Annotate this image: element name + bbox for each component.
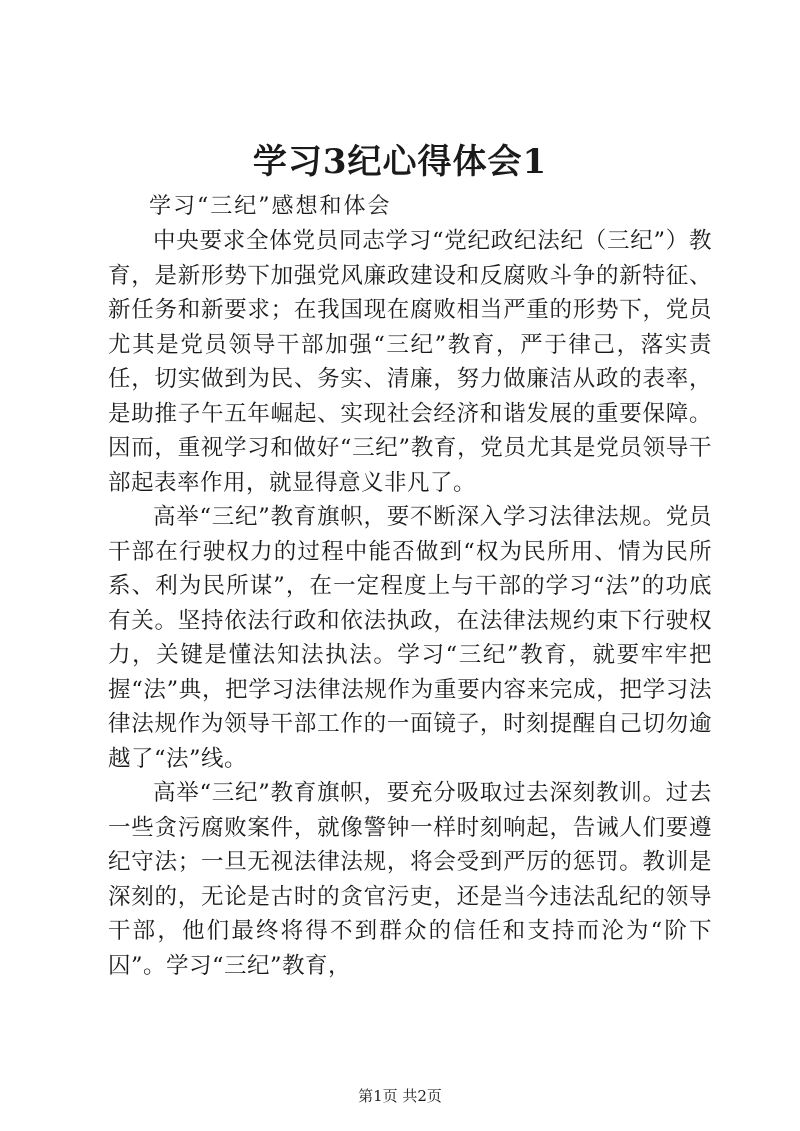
paragraph: 中央要求全体党员同志学习“党纪政纪法纪（三纪”）教育，是新形势下加强党风廉政建设和反腐败斗争的新特征、新任务和新要求；在我国现在腐败相当严重的形势下，党员尤其是党员领导干部加强“三纪”教育，严于律己，落实责任，切实做到为民、务实、清廉，努力做廉洁从政的表率，是助推子午五年崛起、实现社会经济和谐发展的重要保障。因而，重视学习和做好“三纪”教育，党员尤其是党员领导干部起表率作用，就显得意义非凡了。 <box>108 228 712 496</box>
paragraph: 高举“三纪”教育旗帜，要充分吸取过去深刻教训。过去一些贪污腐败案件，就像警钟一样时刻响起，告诫人们要遵纪守法；一旦无视法律法规，将会受到严厉的惩罚。教训是深刻的，无论是古时的贪官污吏，还是当今违法乱纪的领导干部，他们最终将得不到群众的信任和支持而沦为“阶下囚”。学习“三纪”教育， <box>108 780 712 979</box>
subtitle: 学习“三纪”感想和体会 <box>149 194 392 219</box>
body-text <box>108 224 712 983</box>
page-footer: 第1页 共2页 <box>358 1087 442 1105</box>
page-title: 学习3纪心得体会1 <box>252 142 548 182</box>
paragraph: 高举“三纪”教育旗帜，要不断深入学习法律法规。党员干部在行驶权力的过程中能否做到“权为民所用、情为民所系、利为民所谋”，在一定程度上与干部的学习“法”的功底有关。坚持依法行政和依法执政，在法律法规约束下行驶权力，关键是懂法知法执法。学习“三纪”教育，就要牢牢把握“法”典，把学习法律法规作为重要内容来完成，把学习法律法规作为领导干部工作的一面镜子，时刻提醒自己切勿逾越了“法”线。 <box>108 504 712 772</box>
